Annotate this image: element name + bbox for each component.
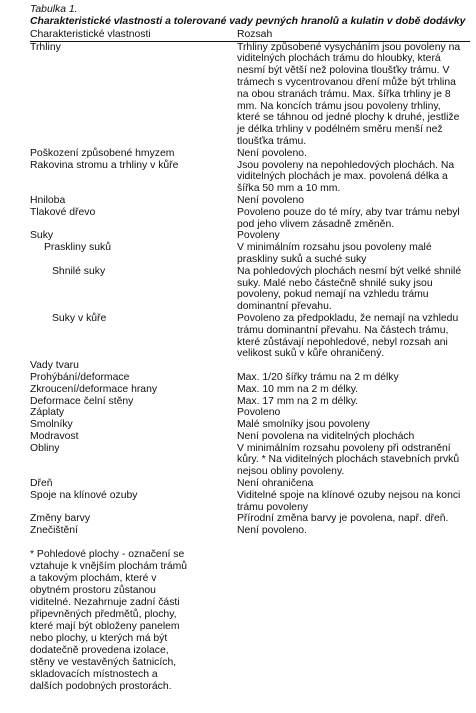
table-row: [30, 372, 470, 384]
row-property: Spoje na klínové ozuby: [30, 489, 138, 501]
table-row: [30, 384, 470, 396]
row-property: Rakovina stromu a trhliny v kůře: [30, 159, 179, 171]
table-row: [30, 313, 470, 360]
row-range: Není povolena na viditelných plochách: [237, 430, 415, 442]
table-row: [30, 525, 470, 537]
row-property: Prohýbání/deformace: [30, 371, 130, 383]
table-row: [30, 443, 470, 478]
row-range: Max. 1/20 šířky trámu na 2 m délky: [237, 371, 399, 383]
table-row: [30, 42, 470, 148]
row-property: Poškození způsobené hmyzem: [30, 147, 175, 159]
row-property: Změny barvy: [30, 513, 91, 525]
row-range: [237, 360, 470, 372]
row-range: Povoleno: [237, 407, 281, 419]
table-row: [30, 431, 470, 443]
row-property: Hniloba: [30, 194, 66, 206]
row-property: Deformace čelní stěny: [30, 395, 134, 407]
row-property: Tlakové dřevo: [30, 206, 96, 218]
row-property: Znečištění: [30, 525, 78, 537]
table-header: [30, 29, 470, 42]
row-property: Obliny: [30, 442, 60, 454]
table-row: [30, 490, 470, 514]
table-row: [30, 396, 470, 408]
row-property: Dřeň: [30, 478, 53, 490]
table-row: [30, 195, 470, 207]
row-range: Max. 10 mm na 2 m délky.: [237, 383, 359, 395]
table-row: [30, 230, 470, 242]
row-range: Povoleno pouze do té míry, aby tvar trámu nebyl pod jeho vlivem zásadně změněn.: [237, 206, 460, 230]
row-property: Smolníky: [30, 419, 73, 431]
document-page: [30, 4, 470, 693]
row-property: Vady tvaru: [30, 360, 79, 372]
row-property: Suky v kůře: [52, 312, 107, 324]
table-row: [30, 242, 470, 266]
row-range: Max. 17 mm na 2 m délky.: [237, 395, 359, 407]
row-range: Trhliny způsobené vysycháním jsou povoleny na viditelných plochách trámu do hloubky, která nesmí být větší než polovina tloušťky trámu. V trámech s vycentrovanou dření může být trhlina na obou stranách trámu. Max. šířka trhliny je 8 mm. Na koncích trámu jsou povoleny trhliny, které se táhnou od jedné plochy k druhé, jestliže je délka trhliny v podélném směru menší než tloušťka trámu.: [237, 41, 461, 147]
footnote: * Pohledové plochy - označení se vztahuje k vnějším plochám trámů a takovým plochám, které v obytném prostoru zůstanou viditelné. Nezahrnuje zadní části připevněných předmětů, plochy, které mají být obloženy panelem nebo plochy, u kterých má být dodatečně provedena izolace, stěny ve vestavěných šatnicích, skladovacích místnostech a dalších podobných prostorách.: [30, 549, 188, 693]
row-range: Povoleny: [237, 230, 280, 242]
table-row: [30, 360, 470, 372]
table-title: Charakteristické vlastnosti a tolerované vady pevných hranolů a kulatin v době dodávky: [30, 16, 466, 27]
row-property: Modravost: [30, 430, 79, 442]
header-range: Rozsah: [237, 29, 273, 40]
row-property: Suky: [30, 230, 54, 242]
table-row: [30, 478, 470, 490]
table-label: Tabulka 1.: [30, 4, 78, 15]
header-property: Charakteristické vlastnosti: [30, 29, 151, 40]
table-row: [30, 160, 470, 195]
row-range: Malé smolníky jsou povoleny: [237, 419, 370, 431]
row-range: Není povoleno.: [237, 147, 307, 159]
row-property: Zkroucení/deformace hrany: [30, 383, 158, 395]
row-range: Není povoleno: [237, 194, 305, 206]
row-range: Není povoleno.: [237, 525, 307, 537]
row-property: Praskliny suků: [44, 242, 111, 254]
row-range: V minimálním rozsahu povoleny při odstranění kůry. * Na viditelných plochách stavebních prvků nejsou obliny povoleny.: [237, 442, 460, 478]
table-row: [30, 148, 470, 160]
row-property: Trhliny: [30, 41, 61, 53]
table-row: [30, 513, 470, 525]
row-range: Není ohraničena: [237, 478, 314, 490]
table-row: [30, 207, 470, 231]
row-range: V minimálním rozsahu jsou povoleny malé praskliny suků a suché suky: [237, 242, 432, 265]
row-range: Na pohledových plochách nesmí být velké shnilé suky. Malé nebo částečně shnilé suky jsou povoleny, pokud nemají na vzhledu trámu dominantní převahu.: [237, 265, 462, 313]
row-range: Povoleno za předpokladu, že nemají na vzhledu trámu dominantní převahu. Na částech trámu, které zůstávají nepohledové, nebyl rozsah ani velikost suků v kůře ohraničený.: [237, 312, 459, 360]
row-property: Záplaty: [30, 407, 65, 419]
table-row: [30, 266, 470, 313]
row-range: Jsou povoleny na nepohledových plochách. Na viditelných plochách je max. povolená délka a šířka 50 mm a 10 mm.: [237, 159, 455, 195]
table-caption: [30, 4, 470, 28]
table-row: [30, 419, 470, 431]
row-property: Shnilé suky: [52, 265, 106, 277]
table-row: [30, 407, 470, 419]
row-range: Přírodní změna barvy je povolena, např. dřeň.: [237, 513, 449, 525]
row-range: Viditelné spoje na klínové ozuby nejsou na konci trámu povoleny: [237, 489, 461, 513]
